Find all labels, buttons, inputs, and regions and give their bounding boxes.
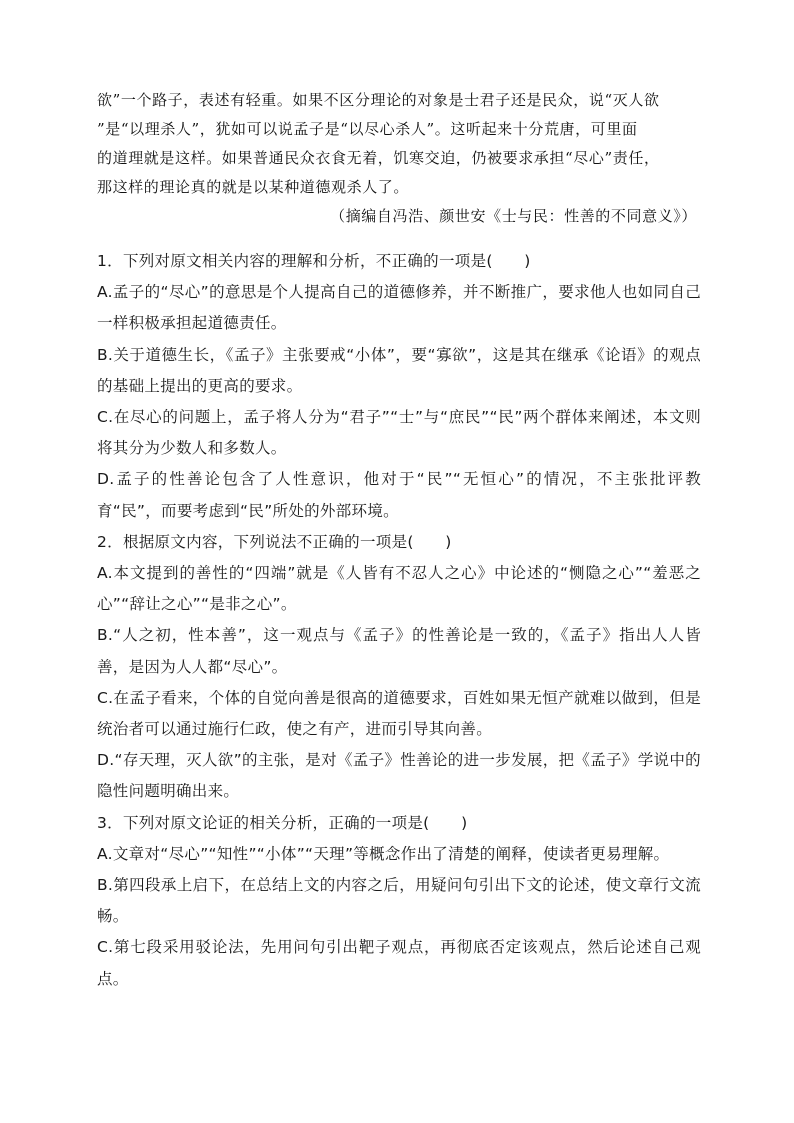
- passage-line: ”是“以理杀人”，犹如可以说孟子是“以尽心杀人”。这听起来十分荒唐，可里面: [97, 120, 638, 138]
- option-d: D.“存天理，灭人欲”的主张，是对《孟子》性善论的进一步发展，把《孟子》学说中的隐性问题明确出来。: [97, 751, 701, 801]
- passage-line: 欲”一个路子，表述有轻重。如果不区分理论的对象是士君子还是民众，说“灭人欲: [97, 91, 660, 109]
- question-2: [97, 527, 701, 808]
- reading-passage: [97, 86, 697, 231]
- question-3: [97, 808, 701, 995]
- question-stem: 1．下列对原文相关内容的理解和分析，不正确的一项是( ): [97, 252, 531, 270]
- option-b: B.“人之初，性本善”，这一观点与《孟子》的性善论是一致的，《孟子》指出人人皆善，是因为人人都“尽心”。: [97, 626, 701, 676]
- question-stem: 2．根据原文内容，下列说法不正确的一项是( ): [97, 532, 452, 551]
- option-c: C.在尽心的问题上，孟子将人分为“君子”“士”与“庶民”“民”两个群体来阐述，本文则将其分为少数人和多数人。: [97, 408, 701, 458]
- option-c: C.在孟子看来，个体的自觉向善是很高的道德要求，百姓如果无恒产就难以做到，但是统治者可以通过施行仁政，使之有产，进而引导其向善。: [97, 688, 701, 739]
- question-list: [97, 246, 701, 995]
- option-b: B.关于道德生长，《孟子》主张要戒“小体”，要“寡欲”，这是其在继承《论语》的观点的基础上提出的更高的要求。: [97, 345, 701, 395]
- option-a: A.孟子的“尽心”的意思是个人提高自己的道德修养，并不断推广，要求他人也如同自己一样积极承担起道德责任。: [97, 283, 701, 333]
- question-stem: 3．下列对原文论证的相关分析，正确的一项是( ): [97, 813, 468, 832]
- passage-line: 那这样的理论真的就是以某种道德观杀人了。: [97, 178, 410, 196]
- passage-attribution: （摘编自冯浩、颜世安《士与民：性善的不同意义》）: [330, 207, 697, 225]
- option-a: A.本文提到的善性的“四端”就是《人皆有不忍人之心》中论述的“恻隐之心”“羞恶之心”“辞让之心”“是非之心”。: [97, 564, 701, 614]
- option-c: C.第七段采用驳论法，先用问句引出靶子观点，再彻底否定该观点，然后论述自己观点。: [97, 938, 701, 988]
- option-a: A.文章对“尽心”“知性”“小体”“天理”等概念作出了清楚的阐释，使读者更易理解。: [97, 844, 670, 863]
- option-b: B.第四段承上启下，在总结上文的内容之后，用疑问句引出下文的论述，使文章行文流畅。: [97, 876, 701, 926]
- question-1: [97, 246, 701, 527]
- passage-line: 的道理就是这样。如果普通民众衣食无着，饥寒交迫，仍被要求承担“尽心”责任，: [97, 149, 660, 167]
- option-d: D.孟子的性善论包含了人性意识，他对于“民”“无恒心”的情况，不主张批评教育“民”，而要考虑到“民”所处的外部环境。: [97, 470, 701, 520]
